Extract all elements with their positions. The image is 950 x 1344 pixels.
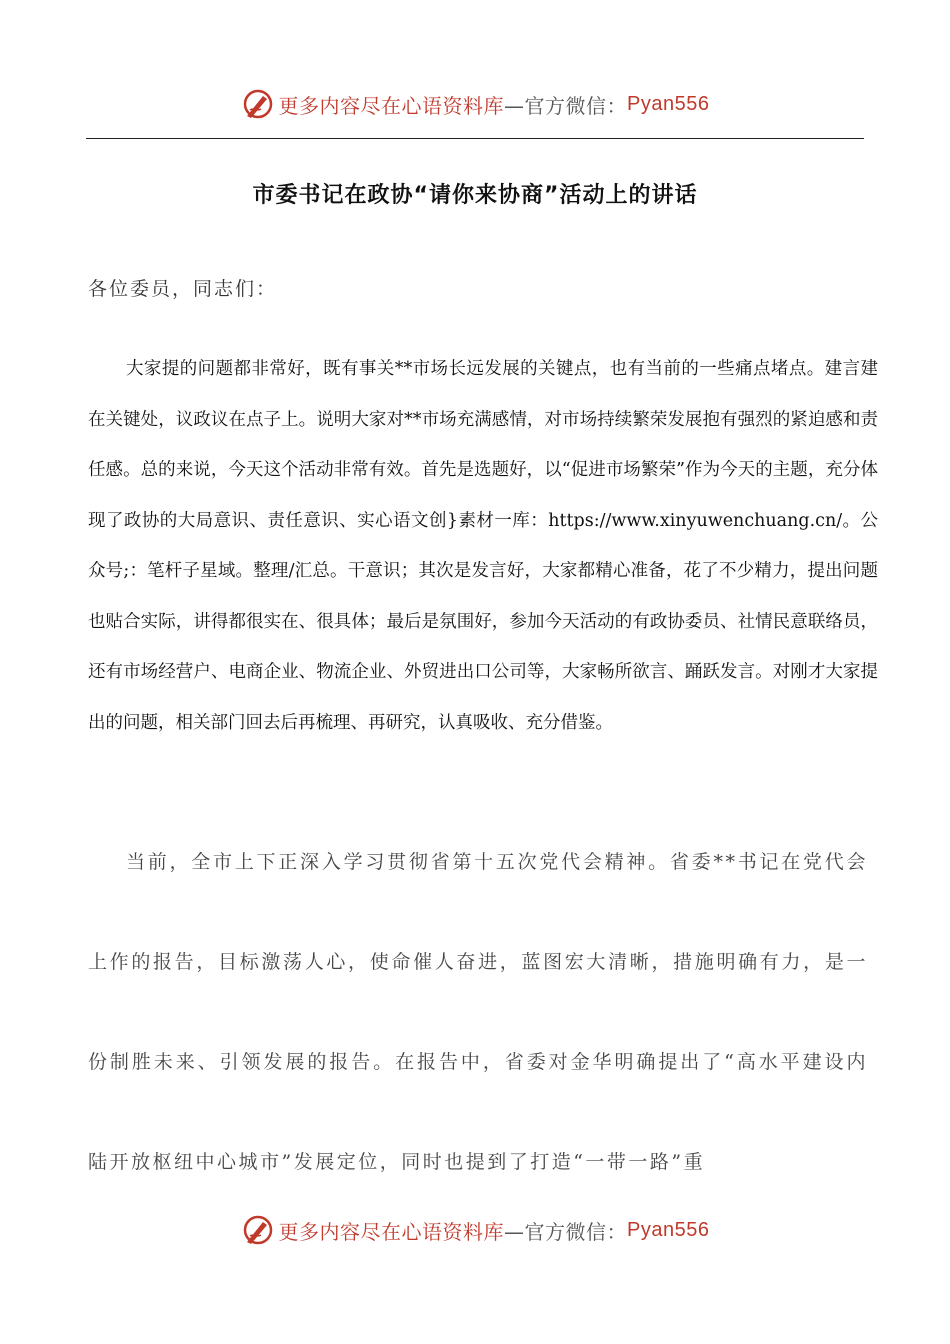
header-divider — [86, 138, 864, 139]
header-banner — [0, 84, 950, 124]
header-banner-separator: —官方微信： — [504, 93, 628, 118]
paragraph-2: 当前，全市上下正深入学习贯彻省第十五次党代会精神。省委**书记在党代会上作的报告，目标激荡人心，使命催人奋进，蓝图宏大清晰，措施明确有力，是一份制胜未来、引领发展的报告。在报告中，省委对金华明确提出了“高水平建设内陆开放枢纽中心城市”发展定位，同时也提到了打造“一带一路”重 — [88, 851, 868, 1173]
footer-banner-wechat-id: Pyan556 — [627, 1218, 710, 1241]
header-banner-text: 更多内容尽在心语资料库 — [278, 93, 505, 118]
footer-banner — [0, 1210, 950, 1250]
header-banner-wechat-id: Pyan556 — [627, 92, 710, 115]
document-title: 市委书记在政协“请你来协商”活动上的讲话 — [252, 183, 698, 208]
pen-logo-icon — [241, 1213, 275, 1247]
pen-logo-icon — [241, 87, 275, 121]
salutation: 各位委员，同志们： — [88, 278, 278, 300]
footer-banner-separator: —官方微信： — [504, 1219, 628, 1244]
paragraph-1: 大家提的问题都非常好，既有事关**市场长远发展的关键点，也有当前的一些痛点堵点。建言建在关键处，议政议在点子上。说明大家对**市场充满感情，对市场持续繁荣发展抱有强烈的紧迫感和责任感。总的来说，今天这个活动非常有效。首先是选题好，以“促进市场繁荣”作为今天的主题，充分体现了政协的大局意识、责任意识、实心语文创}素材一库：https://www.xinyuwenchuang.cn/。公众号;：笔杆子星域。整理/汇总。干意识；其次是发言好，大家都精心准备，花了不少精力，提出问题也贴合实际，讲得都很实在、很具体；最后是氛围好，参加今天活动的有政协委员、社情民意联络员，还有市场经营户、电商企业、物流企业、外贸进出口公司等，大家畅所欲言、踊跃发言。对刚才大家提出的问题，相关部门回去后再梳理、再研究，认真吸收、充分借鉴。 — [88, 359, 878, 733]
footer-banner-text: 更多内容尽在心语资料库 — [278, 1219, 505, 1244]
